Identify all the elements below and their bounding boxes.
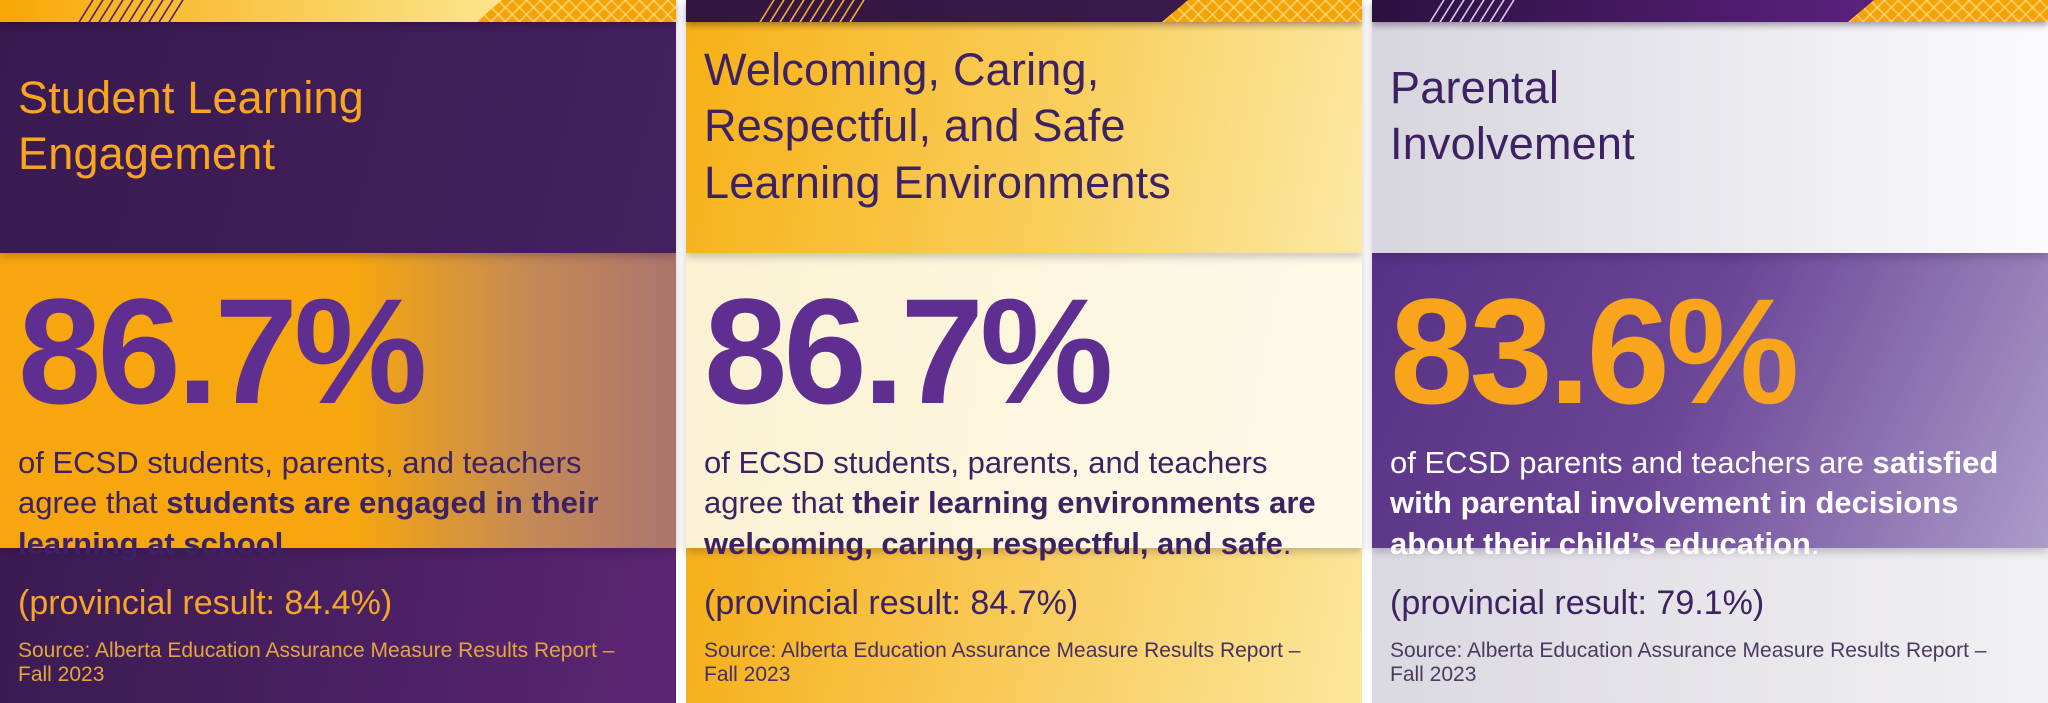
source-note: Source: Alberta Education Assurance Measure Results Report – Fall 2023 bbox=[1390, 639, 1987, 686]
stat-section bbox=[686, 253, 1362, 562]
card-student-learning-engagement bbox=[0, 0, 676, 703]
stat-value: 83.6% bbox=[1390, 267, 1796, 435]
description-period: . bbox=[1810, 526, 1820, 562]
title-section bbox=[1372, 22, 2048, 253]
stat-description bbox=[1390, 443, 2018, 566]
decorative-top-band bbox=[1372, 0, 2048, 22]
stat-description bbox=[18, 443, 646, 566]
chevron-pattern bbox=[1162, 0, 1362, 22]
description-bold-text: students are engaged in their learning at school bbox=[18, 485, 599, 562]
description-normal-text: of ECSD students, parents, and teachers agree that bbox=[704, 444, 1268, 521]
footer-section bbox=[686, 548, 1362, 703]
source-note: Source: Alberta Education Assurance Measure Results Report – Fall 2023 bbox=[704, 639, 1301, 686]
description-period: . bbox=[283, 526, 292, 562]
description-period: . bbox=[1282, 526, 1292, 562]
source-note: Source: Alberta Education Assurance Measure Results Report – Fall 2023 bbox=[18, 639, 615, 686]
chevron-pattern bbox=[1848, 0, 2048, 22]
stat-section bbox=[0, 253, 676, 562]
stat-description bbox=[704, 443, 1332, 566]
title-section bbox=[0, 22, 676, 253]
description-bold-text: satisfied with parental involvement in decisions about their child’s education bbox=[1390, 444, 1999, 562]
provincial-result: (provincial result: 84.7%) bbox=[704, 584, 1079, 622]
footer-section bbox=[0, 548, 676, 703]
provincial-result: (provincial result: 79.1%) bbox=[1390, 584, 1765, 622]
decorative-top-band bbox=[686, 0, 1362, 22]
decorative-top-band bbox=[0, 0, 676, 22]
description-normal-text: of ECSD parents and teachers are bbox=[1390, 444, 1873, 480]
stat-value: 86.7% bbox=[704, 267, 1110, 435]
diagonal-lines-pattern bbox=[78, 0, 187, 22]
description-bold-text: their learning environments are welcoming, caring, respectful, and safe bbox=[704, 485, 1316, 562]
diagonal-lines-pattern bbox=[1429, 0, 1517, 22]
footer-section bbox=[1372, 548, 2048, 703]
description-normal-text: of ECSD students, parents, and teachers agree that bbox=[18, 444, 582, 521]
provincial-result: (provincial result: 84.4%) bbox=[18, 584, 393, 622]
diagonal-lines-pattern bbox=[759, 0, 868, 22]
card-welcoming-caring-respectful-safe bbox=[686, 0, 1362, 703]
stat-section bbox=[1372, 253, 2048, 562]
card-title: Student Learning Engagement bbox=[18, 72, 364, 180]
card-title: Parental Involvement bbox=[1390, 62, 1635, 170]
chevron-pattern bbox=[476, 0, 676, 22]
stat-value: 86.7% bbox=[18, 267, 424, 435]
card-parental-involvement bbox=[1372, 0, 2048, 703]
title-section bbox=[686, 22, 1362, 253]
card-title: Welcoming, Caring, Respectful, and Safe Learning Environments bbox=[704, 44, 1171, 208]
